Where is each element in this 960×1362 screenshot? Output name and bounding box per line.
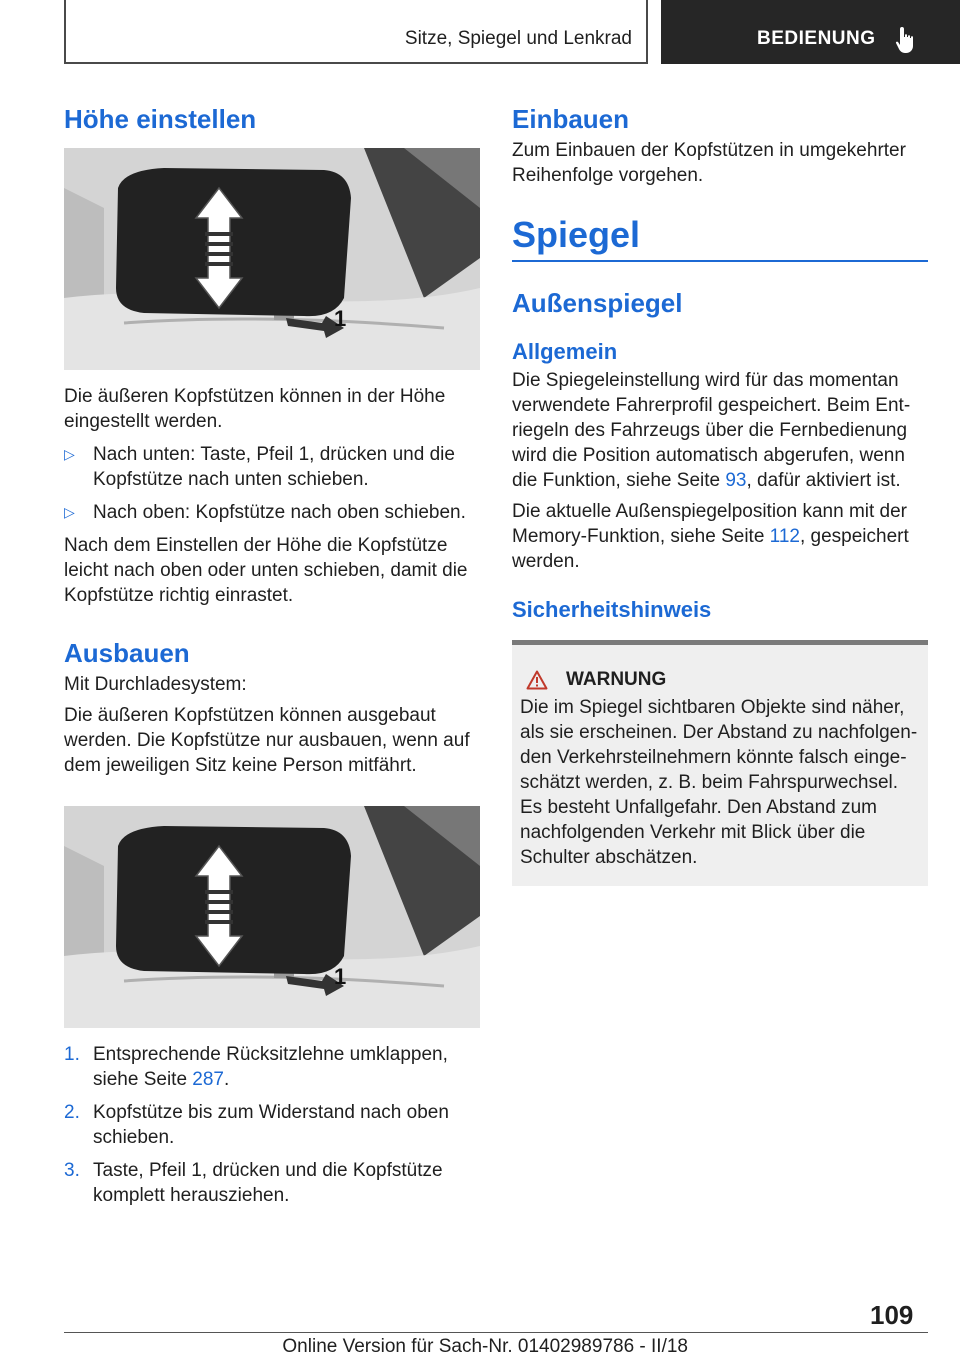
page-link[interactable]: 93 [725,470,747,491]
heading-remove: Ausbauen [64,638,190,668]
heading-mirror: Spiegel [512,214,641,255]
general-paragraph-1: Die Spiegeleinstellung wird für das momentan verwendete Fahrerprofil gespeichert. Beim Entriegeln des Fahrzeugs über die Fernbedienung wird die Position automatisch abgerufen, wenn die Funktion, siehe Seite 93, dafür aktiviert ist. [512,370,911,491]
right-column [512,100,928,886]
heading-install: Einbauen [512,104,630,134]
heading-outer-mirror: Außenspiegel [512,288,683,318]
heading-adjust-height: Höhe einstellen [64,104,257,134]
page-link[interactable]: 287 [192,1069,224,1090]
footer-version-text: Online Version für Sach-Nr. 01402989786 - II/18 [282,1336,688,1357]
page-number: 109 [870,1300,914,1330]
warning-box [512,640,928,886]
header-chapter-title: BEDIENUNG [757,28,876,49]
warning-title: WARNUNG [520,669,920,691]
install-paragraph: Zum Einbauen der Kopfstützen in umgekehrter Reihenfolge vorgehen. [512,140,906,186]
heading-general: Allgemein [512,339,618,364]
footer-rule [64,1332,928,1333]
list-item: ▷ Nach oben: Kopfstütze nach oben schieben. [64,502,466,523]
list-item: 3. Taste, Pfeil 1, drücken und die Kopfstütze komplett herausziehen. [64,1160,443,1206]
chapter-tab [661,0,960,64]
headrest-removal-illustration [64,806,480,1028]
figure-callout-label: 1 [334,964,347,989]
left-column [64,100,480,1208]
page-link[interactable]: 112 [769,526,800,547]
list-item: 2. Kopfstütze bis zum Widerstand nach oben schieben. [64,1102,449,1148]
pointing-hand-icon [895,26,919,54]
headrest-illustration [64,148,480,370]
intro-paragraph: Die äußeren Kopfstützen können in der Höhe eingestellt werden. [64,386,446,432]
heading-safety: Sicherheitshinweis [512,597,712,622]
warning-text: Die im Spiegel sichtbaren Objekte sind näher, als sie erscheinen. Der Abstand zu nachfolgenden Verkehrsteilnehmern könnte falsch eingeschätzt werden, z. B. beim Fahrspurwechsel. Es besteht Unfallgefahr. Den Abstand zum nachfolgenden Verkehr mit Blick über die Schulter abschätzen. [520,697,918,868]
after-adjust-paragraph: Nach dem Einstellen der Höhe die Kopfstütze leicht nach oben oder unten schieben, damit die Kopfstütze richtig einrastet. [64,535,468,606]
figure-callout-label: 1 [334,306,347,331]
triangle-bullet-icon: ▷ [64,504,75,520]
running-header [64,0,648,64]
general-paragraph-2: Die aktuelle Außenspiegelposition kann mit der Memory-Funktion, siehe Seite 112, gespeichert werden. [512,501,909,572]
list-item: ▷ Nach unten: Taste, Pfeil 1, drücken und die Kopfstütze nach unten schieben. [64,444,455,490]
header-section-title: Sitze, Spiegel und Lenkrad [404,28,632,49]
list-item: 1. Entsprechende Rücksitzlehne umklappen, siehe Seite 287. [64,1044,448,1090]
warning-triangle-icon [526,670,548,690]
remove-paragraph-1: Mit Durchladesystem: [64,674,247,695]
remove-paragraph-2: Die äußeren Kopfstützen können ausgebaut werden. Die Kopfstütze nur ausbauen, wenn auf dem jeweiligen Sitz keine Person mitfährt. [64,705,470,776]
triangle-bullet-icon: ▷ [64,446,75,462]
